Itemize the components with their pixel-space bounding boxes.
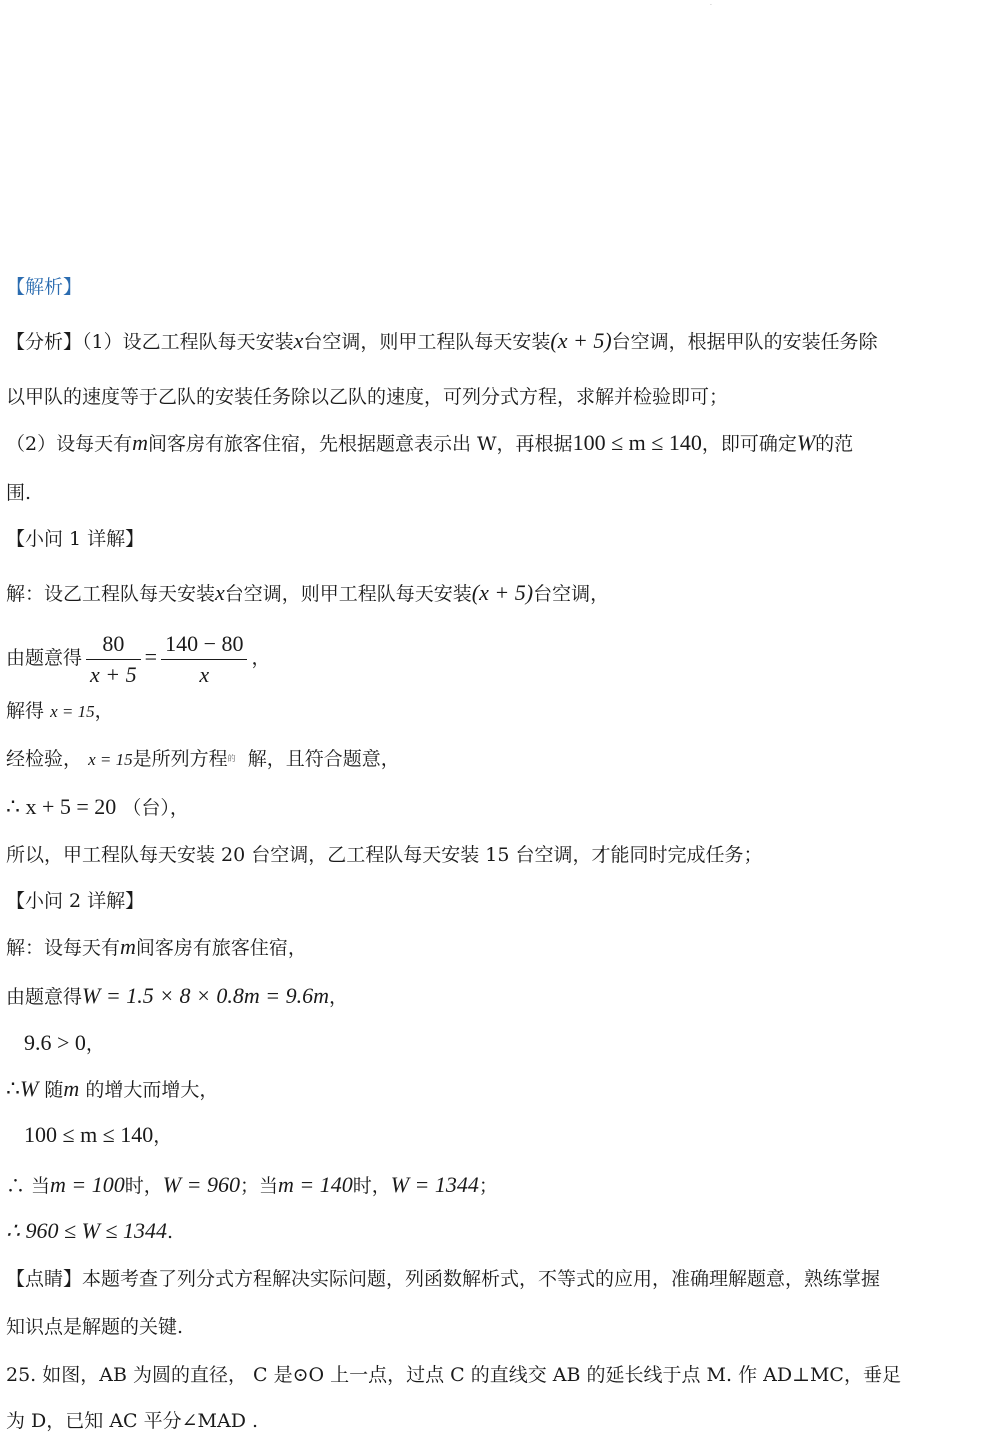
analysis-line-2: 以甲队的速度等于乙队的安装任务除以乙队的速度，可列分式方程，求解并检验即可； xyxy=(6,386,729,408)
review-line-2: 知识点是解题的关键. xyxy=(6,1316,184,1338)
q2-line-3: 9.6 > 0， xyxy=(24,1030,105,1055)
q1-line-6: 所以，甲工程队每天安装 20 台空调，乙工程队每天安装 15 台空调，才能同时完成任务； xyxy=(6,844,763,866)
q2-line-5: 100 ≤ m ≤ 140， xyxy=(24,1122,173,1147)
problem-25-line-1: 25. 如图，AB 为圆的直径， C 是⊙O 上一点，过点 C 的直线交 AB 的延长线于点 M. 作 AD⊥MC，垂足 xyxy=(6,1364,901,1386)
review-line-1: 【点睛】本题考查了列分式方程解决实际问题，列函数解析式，不等式的应用，准确理解题意，熟练掌握 xyxy=(6,1268,881,1290)
q1-line-3: 解得 x = 15， xyxy=(6,700,114,722)
analysis-line-1: 【分析】（1）设乙工程队每天安装x台空调，则甲工程队每天安装(x + 5)台空调，根据甲队的安装任务除 xyxy=(6,328,878,353)
analysis-line-3: （2）设每天有m间客房有旅客住宿，先根据题意表示出 W，再根据100 ≤ m ≤ 140，即可确定W的范 xyxy=(6,430,854,455)
q2-line-2: 由题意得W = 1.5 × 8 × 0.8m = 9.6m， xyxy=(6,983,349,1008)
fraction-left: $\frac{80}{x + 5}$ xyxy=(86,629,141,690)
q1-line-4: 经检验， x = 15是所列方程$^的$ 解，且符合题意， xyxy=(6,748,400,770)
q1-line-2: 由题意得 $\frac{80}{x + 5}$ = $\frac{140 - 80}{x}$ ， xyxy=(6,622,271,693)
q1-line-5: ∴ x + 5 = 20 （台）， xyxy=(6,794,189,819)
section-heading-analysis: 【解析】 xyxy=(6,276,83,298)
q2-line-4: ∴W 随m 的增大而增大， xyxy=(6,1076,219,1101)
q1-line-1: 解：设乙工程队每天安装x台空调，则甲工程队每天安装(x + 5)台空调， xyxy=(6,580,610,605)
fraction-right: $\frac{140 - 80}{x}$ xyxy=(161,629,247,690)
analysis-tag: 【分析】 xyxy=(6,331,83,353)
q2-heading: 【小问 2 详解】 xyxy=(6,890,145,912)
review-tag: 【点睛】 xyxy=(6,1268,83,1290)
q1-heading: 【小问 1 详解】 xyxy=(6,528,145,550)
analysis-line-4: 围. xyxy=(6,482,32,504)
problem-25-line-2: 为 D，已知 AC 平分∠MAD . xyxy=(6,1410,259,1432)
q2-line-1: 解：设每天有m间客房有旅客住宿， xyxy=(6,934,307,959)
q2-line-6: ∴ 当m = 100时，W = 960；当m = 140时，W = 1344； xyxy=(6,1172,498,1197)
page-speck: · xyxy=(710,2,712,9)
q2-line-7: ∴ 960 ≤ W ≤ 1344. xyxy=(6,1218,174,1243)
